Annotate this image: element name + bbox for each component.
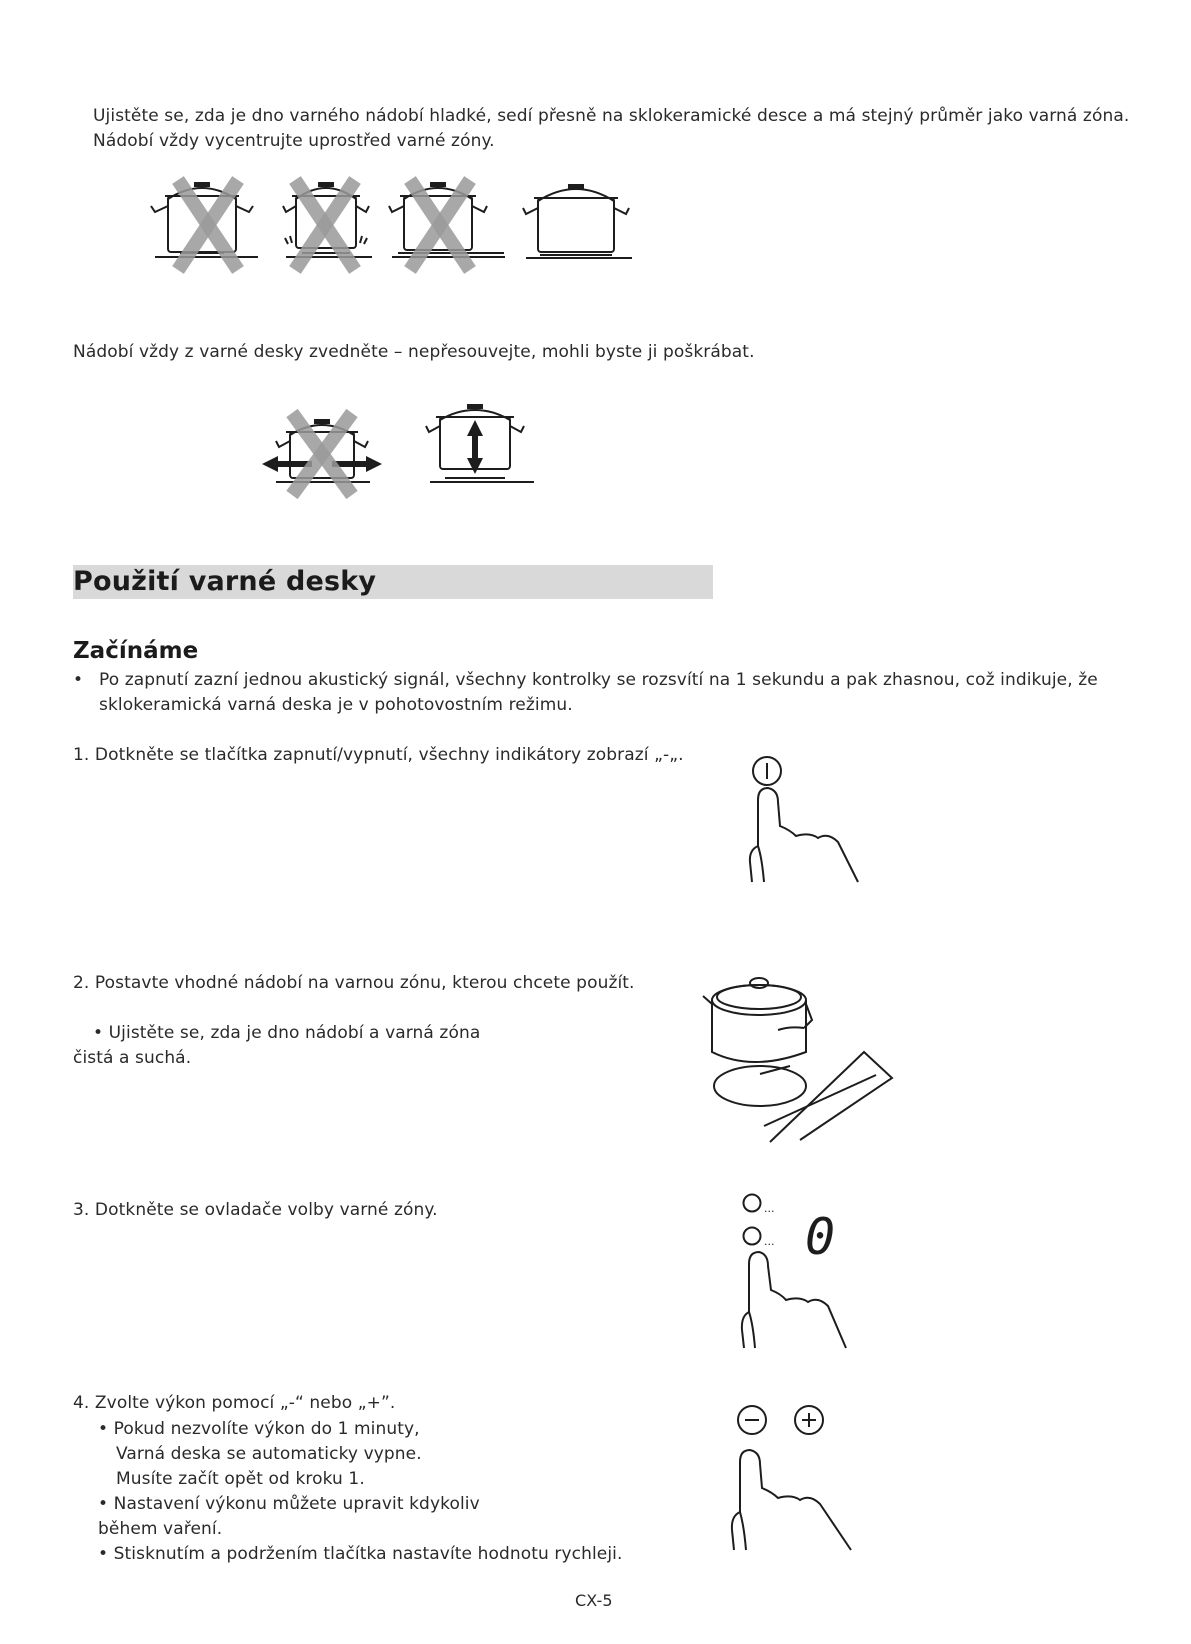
step-2-note-1: • Ujistěte se, zda je dno nádobí a varná zóna xyxy=(93,1023,481,1043)
step-4-bullet-1-cont-b: Musíte začít opět od kroku 1. xyxy=(116,1469,365,1489)
bullet-line-1: Po zapnutí zazní jednou akustický signál, všechny kontrolky se rozsvítí na 1 sekundu a pak zhasnou, což indikuje, že xyxy=(99,670,1098,690)
section-title: Použití varné desky xyxy=(73,566,377,597)
zone-dots-2: ... xyxy=(764,1235,775,1248)
intro-line-2: Nádobí vždy vycentrujte uprostřed varné zóny. xyxy=(93,131,495,151)
step-4-title: 4. Zvolte výkon pomocí „-“ nebo „+”. xyxy=(73,1393,396,1413)
step-4-bullet-1: • Pokud nezvolíte výkon do 1 minuty, xyxy=(98,1419,420,1439)
plus-button-icon xyxy=(795,1406,823,1434)
step-2-note-2: čistá a suchá. xyxy=(73,1048,192,1068)
step-1-text: 1. Dotkněte se tlačítka zapnutí/vypnutí, všechny indikátory zobrazí „-„. xyxy=(73,745,684,765)
lift-instruction: Nádobí vždy z varné desky zvedněte – nepřesouvejte, mohli byste ji poškrábat. xyxy=(73,342,755,362)
power-level-display: 0 xyxy=(805,1208,836,1266)
step-4-bullet-1-cont-a: Varná deska se automaticky vypne. xyxy=(116,1444,422,1464)
intro-line-1: Ujistěte se, zda je dno varného nádobí hladké, sedí přesně na sklokeramické desce a má stejný průměr jako varná zóna. xyxy=(93,106,1130,126)
step-4-bullet-3: • Stisknutím a podržením tlačítka nastavíte hodnotu rychleji. xyxy=(98,1544,623,1564)
subsection-title: Začínáme xyxy=(73,638,199,664)
step-4-bullet-2: • Nastavení výkonu můžete upravit kdykoliv xyxy=(98,1494,480,1514)
finger-touch-icon xyxy=(732,1450,851,1550)
zone-dots-1: ... xyxy=(764,1202,775,1215)
step-2-title: 2. Postavte vhodné nádobí na varnou zónu, kterou chcete použít. xyxy=(73,973,635,993)
page-number: CX-5 xyxy=(575,1591,613,1610)
bullet-marker: • xyxy=(73,670,84,690)
bullet-line-2: sklokeramická varná deska je v pohotovostním režimu. xyxy=(99,695,573,715)
step-4-bullet-2-cont: během vaření. xyxy=(98,1519,223,1539)
step-3-title: 3. Dotkněte se ovladače volby varné zóny. xyxy=(73,1200,438,1220)
minus-button-icon xyxy=(738,1406,766,1434)
